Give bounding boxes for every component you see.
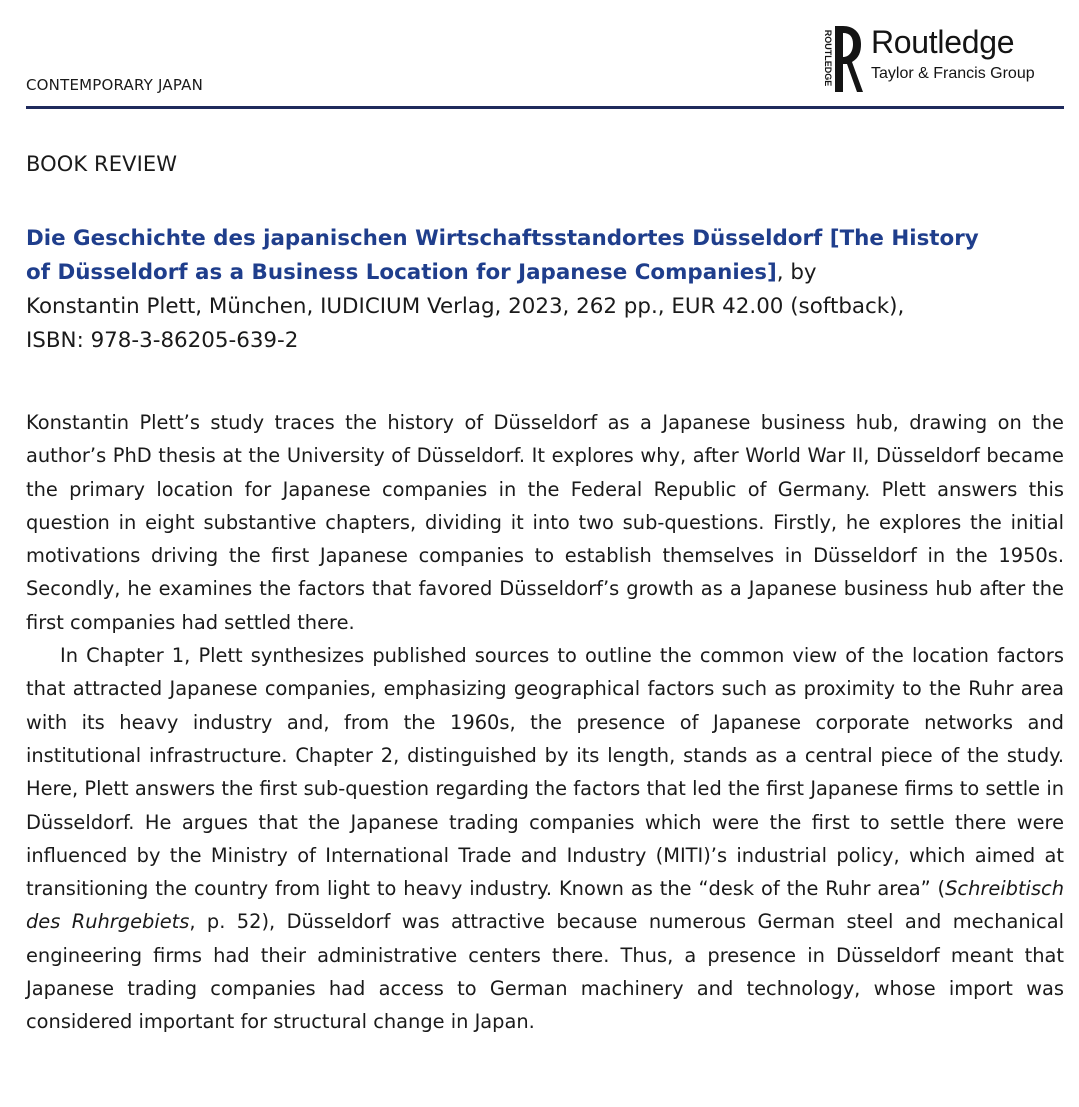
paragraph-2-italic: Schreibtisch des Ruhrgebiets [26,877,1064,934]
paragraph-1: Konstantin Plett’s study traces the history of Düsseldorf as a Japanese business hub, drawing on the author’s PhD thesis at the University of Düsseldorf. It explores why, after World War II, Düsseldorf became the primary location for Japanese companies in the Federal Republic of Germany. Plett answers this question in eight substantive chapters, dividing it into two sub-questions. Firstly, he explores the initial motivations driving the first Japanese companies to establish themselves in Düsseldorf in the 1950s. Secondly, he examines the factors that favored Düsseldorf’s growth as a Japanese business hub after the first companies had settled there. [26,411,1064,634]
book-title-line-1: Die Geschichte des japanischen Wirtschaftsstandortes Düsseldorf [The History [26,226,979,251]
citation-line-3: Konstantin Plett, München, IUDICIUM Verlag, 2023, 262 pp., EUR 42.00 (softback), [26,294,905,319]
citation-line-2 [26,256,1066,290]
publisher-group: Taylor & Francis Group [871,65,1035,82]
routledge-r-icon [813,22,863,94]
section-label: BOOK REVIEW [26,152,178,176]
header-rule [26,106,1064,109]
paragraph-2-part-1: In Chapter 1, Plett synthesizes published sources to outline the common view of the location factors that attracted Japanese companies, emphasizing geographical factors such as proximity to the Ruhr area with its heavy industry and, from the 1960s, the presence of Japanese corporate networks and institutional infrastructure. Chapter 2, distinguished by its length, stands as a central piece of the study. Here, Plett answers the first sub-question regarding the factors that led the first Japanese firms to settle in Düsseldorf. He argues that the Japanese trading companies which were the first to settle there were influenced by the Ministry of International Trade and Industry (MITI)’s industrial policy, which aimed at transitioning the country from light to heavy industry. Known as the “desk of the Ruhr area” ( [26,644,1064,901]
citation-isbn: ISBN: 978-3-86205-639-2 [26,328,299,353]
review-body [26,406,1064,1039]
paragraph-2-part-2: , p. 52), Düsseldorf was attractive because numerous German steel and mechanical engineering firms had their administrative centers there. Thus, a presence in Düsseldorf meant that Japanese trading companies had access to German machinery and technology, whose import was considered important for structural change in Japan. [26,910,1064,1034]
citation-line-1 [26,222,1066,256]
book-title-line-2: of Düsseldorf as a Business Location for Japanese Companies] [26,260,777,285]
publisher-name: Routledge [871,24,1015,60]
citation-by: , by [776,260,817,285]
paragraph-2 [26,639,1064,1039]
publisher-logo [813,20,1063,100]
journal-name: CONTEMPORARY JAPAN [26,76,203,94]
book-citation [26,222,1066,358]
logo-side-text: ROUTLEDGE [823,29,833,87]
